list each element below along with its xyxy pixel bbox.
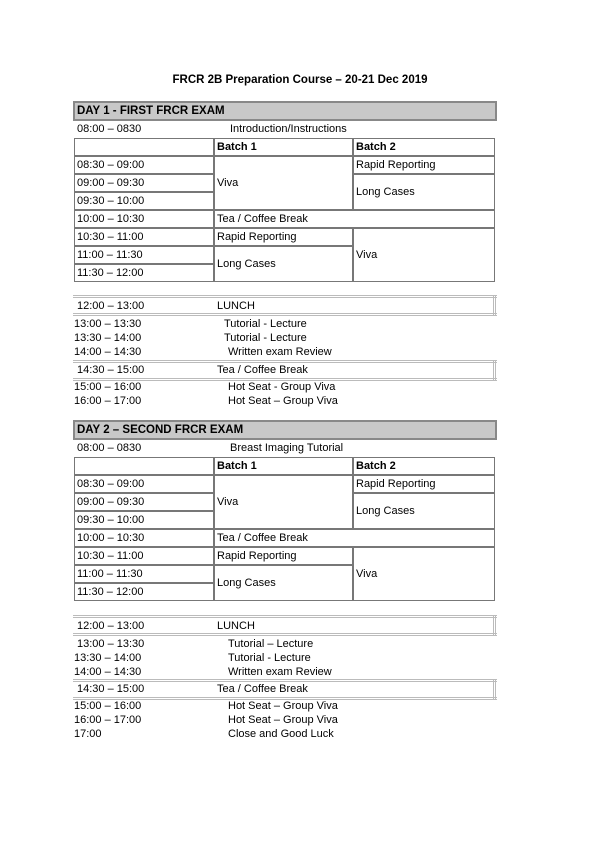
day1-time-row: 10:30 – 11:00 (74, 228, 214, 246)
divider (73, 313, 497, 316)
divider (493, 679, 496, 699)
day2-intro-time: 08:00 – 0830 (77, 442, 142, 454)
day2-time-row: 08:30 – 09:00 (74, 475, 214, 493)
divider (73, 633, 497, 636)
day1-batch2-header: Batch 2 (353, 138, 495, 156)
day2-afternoon-label: Written exam Review (228, 666, 332, 678)
day1-time-row: 09:00 – 09:30 (74, 174, 214, 192)
day1-batch2-rapid: Rapid Reporting (353, 156, 495, 174)
day2-afternoon-time: 14:30 – 15:00 (77, 683, 145, 695)
day2-header-empty (74, 457, 214, 475)
day1-afternoon-label: Written exam Review (228, 346, 332, 358)
day1-afternoon-time: 13:00 – 13:30 (74, 318, 142, 330)
day2-afternoon-label: Hot Seat – Group Viva (228, 714, 338, 726)
day1-time-row: 10:00 – 10:30 (74, 210, 214, 228)
divider (73, 295, 497, 298)
day1-tea-break: Tea / Coffee Break (214, 210, 495, 228)
day1-batch1-header: Batch 1 (214, 138, 353, 156)
day1-afternoon-label: Tutorial - Lecture (224, 318, 307, 330)
day2-afternoon-label: Tea / Coffee Break (217, 683, 308, 695)
day2-tea-break: Tea / Coffee Break (214, 529, 495, 547)
day2-time-row: 10:00 – 10:30 (74, 529, 214, 547)
day1-batch1-viva: Viva (214, 156, 353, 210)
day1-header: DAY 1 - FIRST FRCR EXAM (73, 101, 497, 121)
day2-afternoon-time: 12:00 – 13:00 (77, 620, 145, 632)
day2-batch1-long: Long Cases (214, 565, 353, 601)
day2-afternoon-time: 15:00 – 16:00 (74, 700, 142, 712)
day2-intro-label: Breast Imaging Tutorial (230, 442, 344, 454)
day1-afternoon-label: Tutorial - Lecture (224, 332, 307, 344)
day2-afternoon-label: Tutorial - Lecture (228, 652, 311, 664)
day2-afternoon-time: 16:00 – 17:00 (74, 714, 142, 726)
day1-afternoon-label: Hot Seat - Group Viva (228, 381, 336, 393)
day2-afternoon-time: 17:00 (74, 728, 102, 740)
day2-afternoon-time: 13:30 – 14:00 (74, 652, 142, 664)
day1-batch2-viva: Viva (353, 228, 495, 282)
day1-time-row: 11:30 – 12:00 (74, 264, 214, 282)
day2-afternoon-time: 14:00 – 14:30 (74, 666, 142, 678)
day2-batch2-long: Long Cases (353, 493, 495, 529)
day1-intro-label: Introduction/Instructions (230, 123, 347, 135)
day2-time-row: 11:00 – 11:30 (74, 565, 214, 583)
day1-batch1-rapid: Rapid Reporting (214, 228, 353, 246)
day1-batch2-long: Long Cases (353, 174, 495, 210)
day1-afternoon-time: 14:00 – 14:30 (74, 346, 142, 358)
day1-header-empty (74, 138, 214, 156)
divider (73, 615, 497, 618)
day1-intro-time: 08:00 – 0830 (77, 123, 142, 135)
day2-time-row: 10:30 – 11:00 (74, 547, 214, 565)
day2-batch2-rapid: Rapid Reporting (353, 475, 495, 493)
divider (73, 679, 497, 682)
divider (493, 615, 496, 635)
day2-afternoon-label: LUNCH (217, 620, 255, 632)
day2-afternoon-label: Tutorial – Lecture (228, 638, 314, 650)
day1-afternoon-time: 16:00 – 17:00 (74, 395, 142, 407)
day2-time-row: 09:00 – 09:30 (74, 493, 214, 511)
day2-batch1-header: Batch 1 (214, 457, 353, 475)
day2-afternoon-label: Hot Seat – Group Viva (228, 700, 338, 712)
day1-afternoon-time: 15:00 – 16:00 (74, 381, 142, 393)
day2-header: DAY 2 – SECOND FRCR EXAM (73, 420, 497, 440)
day2-batch2-header: Batch 2 (353, 457, 495, 475)
day2-time-row: 11:30 – 12:00 (74, 583, 214, 601)
day1-afternoon-time: 12:00 – 13:00 (77, 300, 145, 312)
day2-batch2-viva: Viva (353, 547, 495, 601)
day1-batch1-long: Long Cases (214, 246, 353, 282)
day1-time-row: 09:30 – 10:00 (74, 192, 214, 210)
day2-afternoon-label: Close and Good Luck (228, 728, 334, 740)
day1-time-row: 08:30 – 09:00 (74, 156, 214, 174)
day1-afternoon-time: 14:30 – 15:00 (77, 364, 145, 376)
day1-afternoon-label: Hot Seat – Group Viva (228, 395, 338, 407)
day1-time-row: 11:00 – 11:30 (74, 246, 214, 264)
divider (73, 360, 497, 363)
day1-afternoon-label: LUNCH (217, 300, 255, 312)
day2-batch1-viva: Viva (214, 475, 353, 529)
day2-time-row: 09:30 – 10:00 (74, 511, 214, 529)
day1-afternoon-label: Tea / Coffee Break (217, 364, 308, 376)
day1-afternoon-time: 13:30 – 14:00 (74, 332, 142, 344)
day2-batch1-rapid: Rapid Reporting (214, 547, 353, 565)
document-title: FRCR 2B Preparation Course – 20-21 Dec 2019 (172, 74, 428, 86)
divider (493, 295, 496, 315)
divider (493, 360, 496, 380)
day2-afternoon-time: 13:00 – 13:30 (77, 638, 145, 650)
